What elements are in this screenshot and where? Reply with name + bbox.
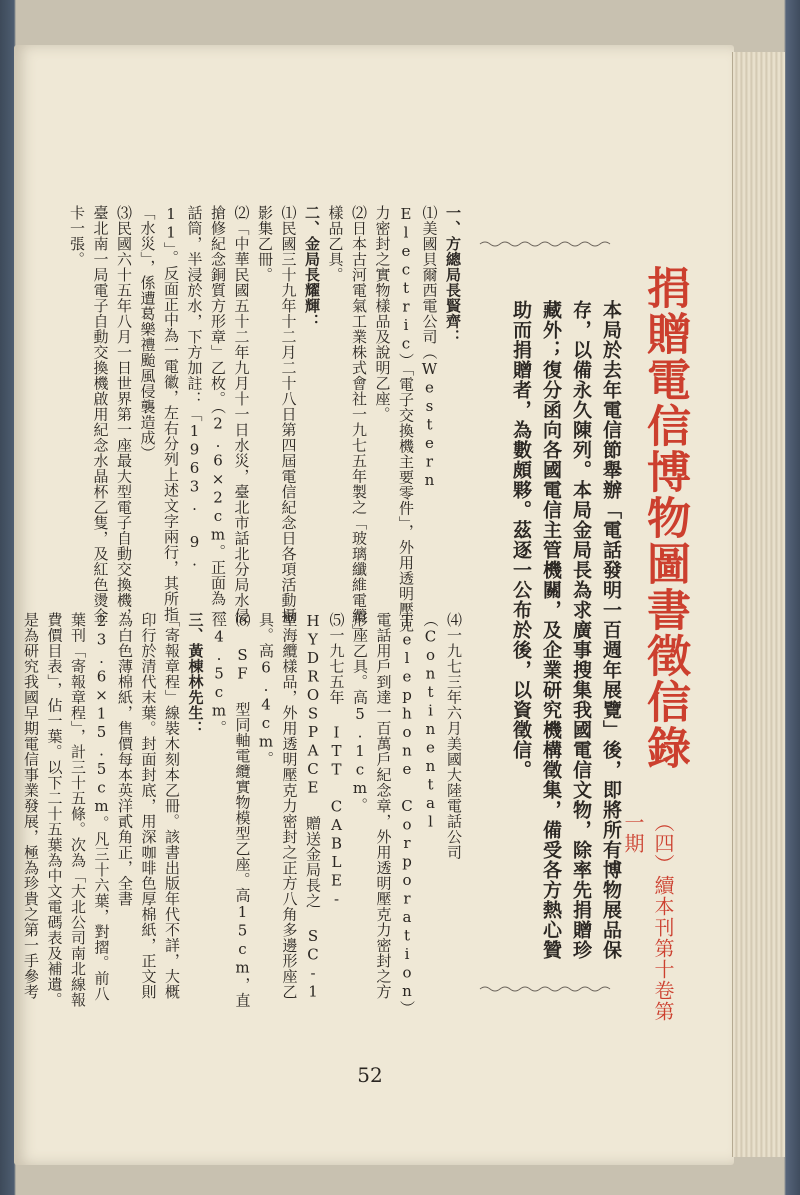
list-item: ⑶民國六十五年八月一日世界第一座最大型電子自動交換機，臺北南一局電子自動交換機啟用紀念水晶杯乙隻，及紅色燙金卡一張。 bbox=[68, 205, 133, 624]
donor-section-block-upper bbox=[68, 205, 464, 635]
article-part-and-continuation bbox=[621, 812, 678, 1032]
top-divider bbox=[480, 240, 610, 248]
section-heading: 三、黃棟林先生： bbox=[186, 612, 205, 736]
list-item: ⑵「中華民國五十二年九月十一日水災，臺北市話北分局水侵搶修紀念銅質方形章」乙枚。（2.6×2cm。正面為一話筒，半浸於水，下方加註：「1963. 9. 11」。反面正中為一電徽，左右分列上述文字兩行，其所指「水災」，係遭葛樂禮颱風侵襲造成） bbox=[138, 205, 251, 624]
page-number: 52 bbox=[357, 1063, 383, 1087]
donor-section-block-lower bbox=[22, 612, 465, 1012]
list-item: ⑹ SF 型同軸電纜實物模型乙座。高15cm，直徑4.5cm。 bbox=[210, 612, 252, 1008]
article-title: 捐贈電信博物圖書徵信錄 bbox=[639, 265, 690, 771]
article-part: （四） bbox=[651, 812, 675, 875]
section-heading: 一、方總局長賢齊： bbox=[444, 205, 462, 345]
list-item: ⑸一九七五年 ITT CABLE-HYDROSPACE 贈送金局長之 SC-1 型海纜樣品，外用透明壓克力密封之正方八角多邊形座乙具。高6.4cm。 bbox=[257, 612, 346, 1001]
list-item: 「寄報章程」線裝木刻本乙冊。該書出版年代不詳，大概印行於清代末葉。封面封底，用深咖啡色厚棉紙，正文則為白色薄棉紙，售價每本英洋貳角正，全書23.6×15.5cm。凡三十六葉，對摺。前八葉刊「寄報章程」，計三十五條。次為「大北公司南北線報費價目表」，佔一葉。以下二十五葉為中文電碼表及補遺。是為研究我國早期電信事業發展，極為珍貴之第一手參考 bbox=[22, 612, 181, 1008]
continued-note: 續本刊第十卷第一期 bbox=[621, 812, 675, 1022]
bottom-divider bbox=[480, 985, 610, 993]
list-item: ⑴民國三十九年十二月二十八日第四屆電信紀念日各項活動攝影集乙冊。 bbox=[256, 205, 298, 624]
list-item: ⑷一九七三年六月美國大陸電話公司（Continental Telephone Corporation）電話用戶到達一百萬戶紀念章，外用透明壓克力密封之方形座乙具。高5.1cm。 bbox=[351, 612, 463, 1009]
page-stack-edge bbox=[732, 52, 785, 1157]
list-item: ⑴美國貝爾西電公司（Western Electric）「電子交換機主要零件」，外用透明壓克力密封之實物樣品及說明乙座。 bbox=[373, 205, 439, 633]
intro-paragraph: 本局於去年電信節舉辦「電話發明一百週年展覽」後，即將所有博物展品保存，以備永久陳列。本局金局長為求廣事搜集我國電信文物，除率先捐贈珍藏外；復分函向各國電信主管機關，及企業研究機構徵集，備受各方熱心贊助而捐贈者，為數頗夥。茲逐一公布於後，以資徵信。 bbox=[510, 300, 622, 960]
list-item: ⑵日本古河電氣工業株式會社一九七五年製之「玻璃纖維電纜」樣品乙具。 bbox=[326, 205, 368, 632]
section-heading: 二、金局長耀輝： bbox=[303, 205, 321, 329]
